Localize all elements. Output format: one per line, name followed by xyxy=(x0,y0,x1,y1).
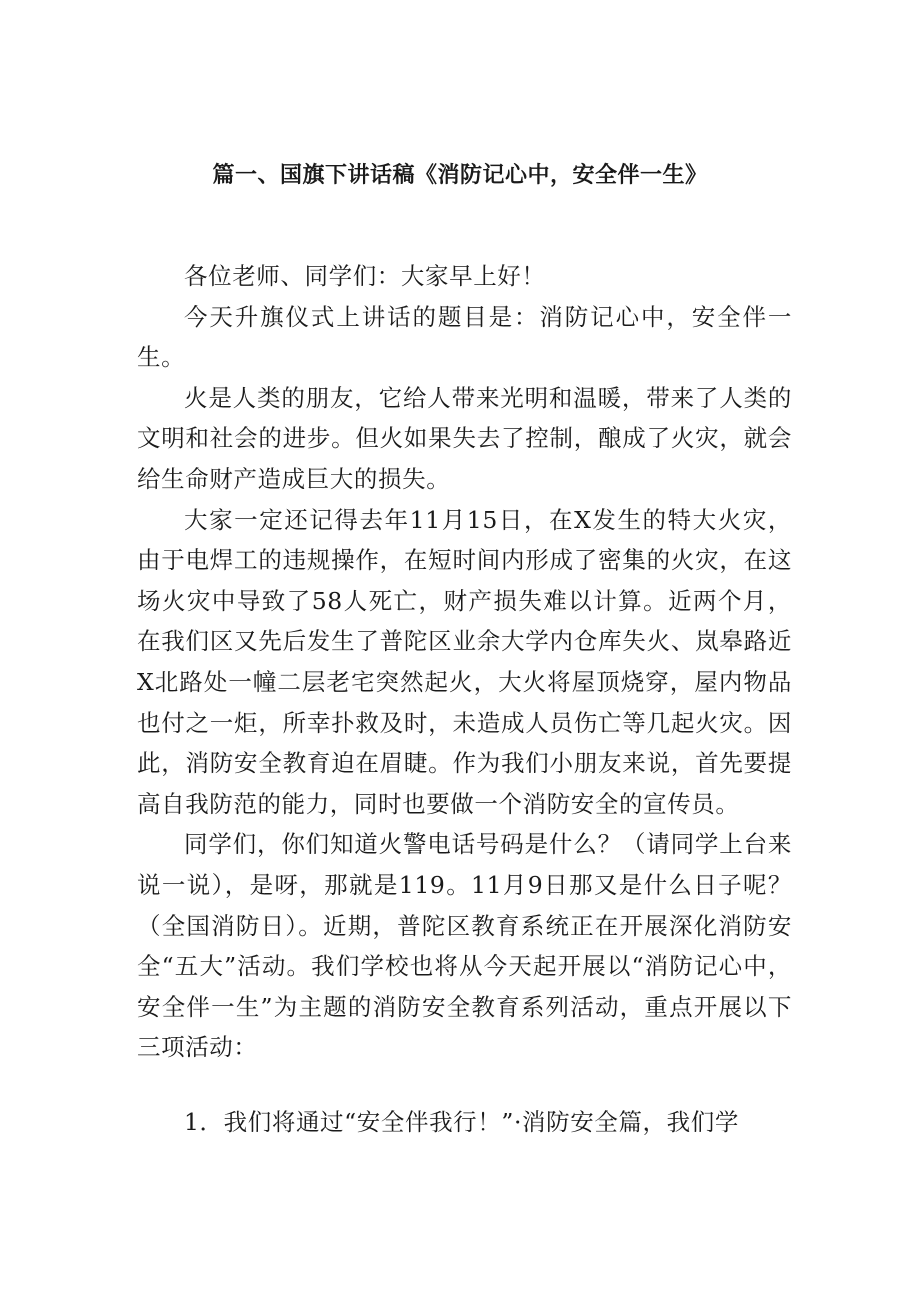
paragraph-fire-incidents: 大家一定还记得去年11月15日，在X发生的特大火灾，由于电焊工的违规操作，在短时间内形成了密集的火灾，在这场火灾中导致了58人死亡，财产损失难以计算。近两个月，在我们区又先后发生了普陀区业余大学内仓库失火、岚皋路近X北路处一幢二层老宅突然起火，大火将屋顶烧穿，屋内物品也付之一炬，所幸扑救及时，未造成人员伤亡等几起火灾。因此，消防安全教育迫在眉睫。作为我们小朋友来说，首先要提高自我防范的能力，同时也要做一个消防安全的宣传员。 xyxy=(137,505,792,818)
list-item-1: 1．我们将通过“安全伴我行！”·消防安全篇，我们学 xyxy=(184,1107,739,1136)
paragraph-fire-intro: 火是人类的朋友，它给人带来光明和温暖，带来了人类的文明和社会的进步。但火如果失去了控制，酿成了火灾，就会给生命财产造成巨大的损失。 xyxy=(137,383,792,493)
document-body xyxy=(137,256,792,1142)
paragraph-greeting: 各位老师、同学们：大家早上好！ xyxy=(184,262,546,290)
paragraph-topic: 今天升旗仪式上讲话的题目是：消防记心中，安全伴一生。 xyxy=(137,302,792,372)
document-title: 篇一、国旗下讲话稿《消防记心中，安全伴一生》 xyxy=(212,163,708,188)
paragraph-fire-number: 同学们，你们知道火警电话号码是什么？（请同学上台来说一说），是呀，那就是119。11月9日那又是什么日子呢？（全国消防日）。近期，普陀区教育系统正在开展深化消防安全“五大”活动。我们学校也将从今天起开展以“消防记心中，安全伴一生”为主题的消防安全教育系列活动，重点开展以下三项活动： xyxy=(137,830,792,1062)
